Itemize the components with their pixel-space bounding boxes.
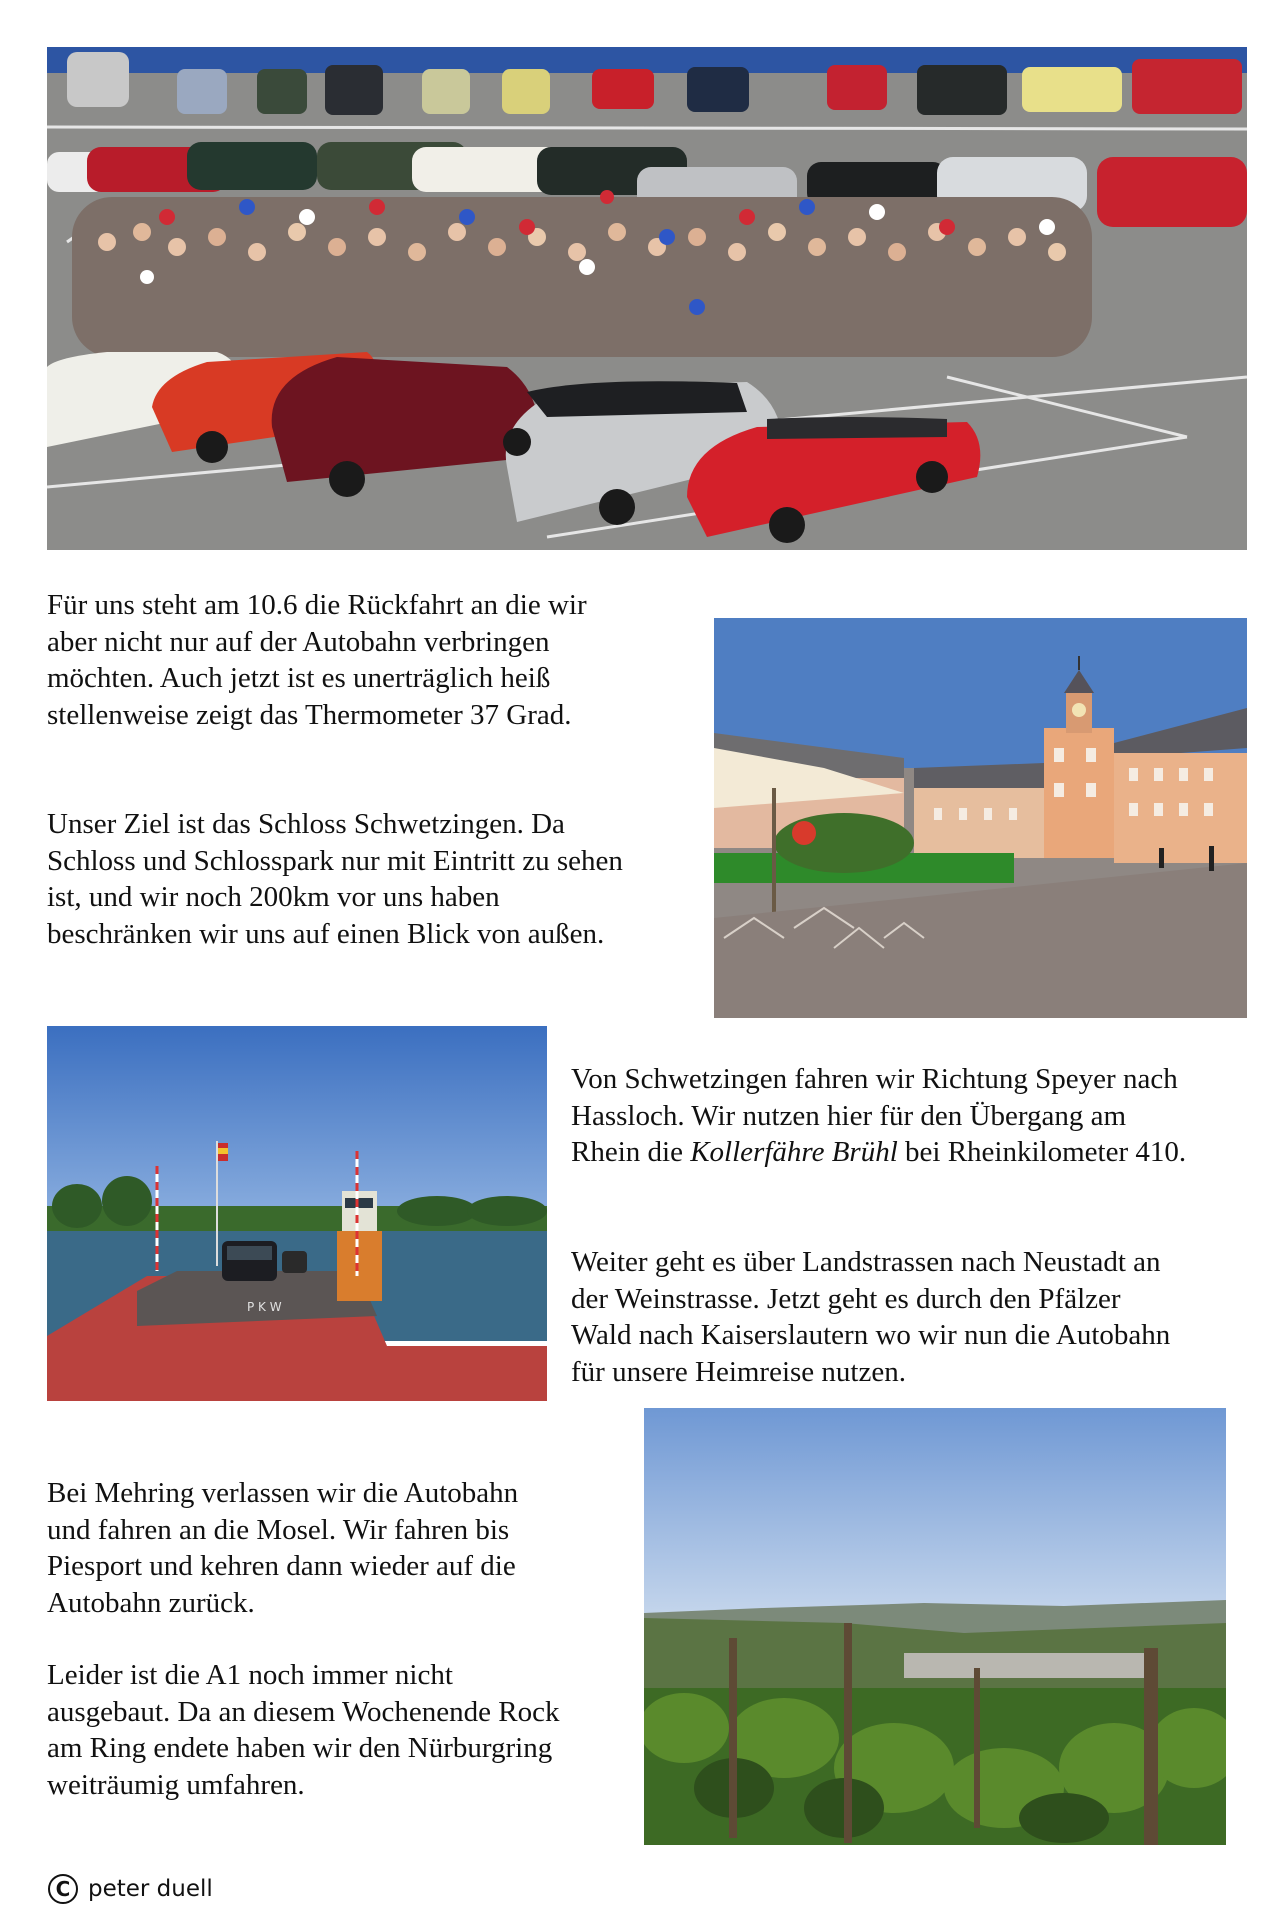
- group-photo-classic-cars: [47, 47, 1247, 550]
- text-line: und fahren an die Mosel. Wir fahren bis: [47, 1513, 510, 1546]
- paragraph-mosel: [47, 1475, 518, 1621]
- text-line: möchten. Auch jetzt ist es unerträglich heiß: [47, 662, 551, 694]
- copyright-icon: C: [48, 1874, 78, 1904]
- text-line: ist, und wir noch 200km vor uns haben: [47, 881, 500, 913]
- paragraph-nuerburgring: [47, 1657, 560, 1803]
- copyright-notice: [48, 1872, 213, 1906]
- ferry-name: Kollerfähre Brühl: [690, 1136, 898, 1168]
- paragraph-schwetzingen: [47, 806, 623, 952]
- schloss-schwetzingen-photo: [714, 618, 1247, 1018]
- svg-text:P K W: P K W: [247, 1300, 282, 1314]
- text-line: Bei Mehring verlassen wir die Autobahn: [47, 1477, 519, 1509]
- text-line: Wald nach Kaiserslautern wo wir nun die Autobahn: [571, 1319, 1171, 1351]
- text-line: Hassloch. Wir nutzen hier für den Übergang am: [571, 1099, 1127, 1132]
- text-line: Weiter geht es über Landstrassen nach Neustadt an: [571, 1246, 1161, 1278]
- author-name: peter duell: [88, 1876, 213, 1902]
- text-line: der Weinstrasse. Jetzt geht es durch den Pfälzer: [571, 1282, 1121, 1315]
- text-line: [571, 1134, 1186, 1171]
- text-line: beschränken wir uns auf einen Blick von außen.: [47, 917, 605, 950]
- text-line: Für uns steht am 10.6 die Rückfahrt an die wir: [47, 589, 587, 621]
- text-line: aber nicht nur auf der Autobahn verbringen: [47, 625, 550, 658]
- text-line: Unser Ziel ist das Schloss Schwetzingen. Da: [47, 808, 565, 840]
- text-line: Schloss und Schlosspark nur mit Eintritt zu sehen: [47, 844, 623, 877]
- text-line: Piesport und kehren dann wieder auf die: [47, 1550, 516, 1582]
- paragraph-speyer-hassloch: [571, 1061, 1186, 1171]
- kollerfaehre-ferry-photo: [47, 1026, 547, 1401]
- text-line: für unsere Heimreise nutzen.: [571, 1355, 906, 1388]
- text-line: stellenweise zeigt das Thermometer 37 Grad.: [47, 698, 572, 731]
- text-segment: bei Rheinkilometer 410.: [897, 1136, 1187, 1168]
- paragraph-weinstrasse: [571, 1244, 1170, 1390]
- text-line: Autobahn zurück.: [47, 1586, 255, 1619]
- text-segment: Rhein die: [571, 1136, 691, 1168]
- mosel-vineyard-photo: [644, 1408, 1226, 1845]
- text-line: weiträumig umfahren.: [47, 1768, 305, 1801]
- text-line: Leider ist die A1 noch immer nicht: [47, 1659, 453, 1691]
- text-line: ausgebaut. Da an diesem Wochenende Rock: [47, 1695, 560, 1728]
- paragraph-rueckfahrt: [47, 587, 587, 733]
- text-line: Von Schwetzingen fahren wir Richtung Speyer nach: [571, 1063, 1178, 1095]
- text-line: am Ring endete haben wir den Nürburgring: [47, 1732, 553, 1764]
